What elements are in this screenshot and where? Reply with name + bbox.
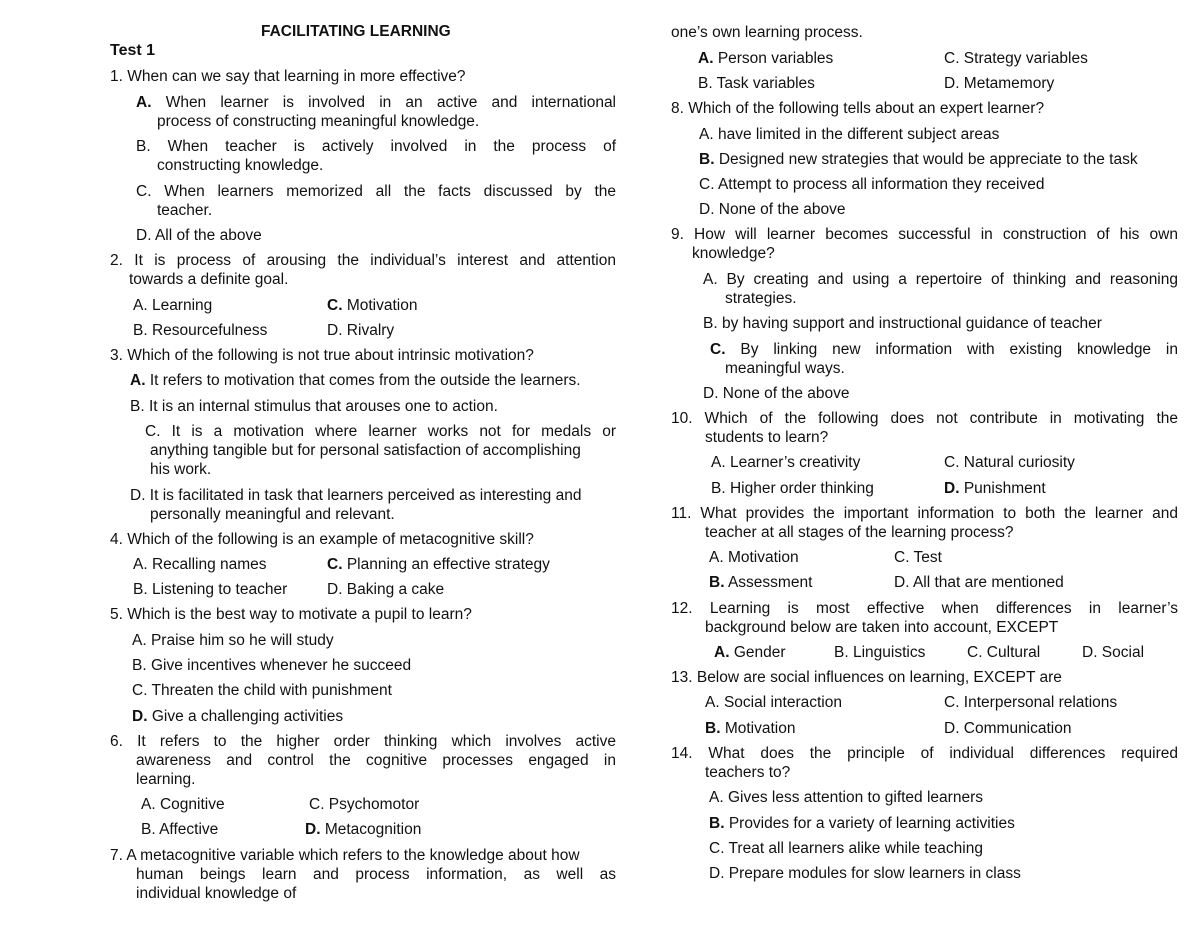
question-3-option-a: A. It refers to motivation that comes from the outside the learners.	[130, 372, 581, 389]
question-12-option-d: D. Social	[1082, 644, 1145, 661]
question-1-option-a-cont: process of constructing meaningful knowledge.	[157, 113, 480, 130]
question-6-stem: 6. It refers to the higher order thinking which involves active	[110, 733, 616, 750]
question-5-option-a: A. Praise him so he will study	[132, 632, 334, 649]
question-9-stem: 9. How will learner becomes successful in construction of his own	[671, 226, 1178, 243]
question-13-option-a: A. Social interaction	[705, 694, 842, 711]
question-10-option-b: B. Higher order thinking	[711, 480, 874, 497]
question-6-stem-cont: awareness and control the cognitive processes engaged in	[136, 752, 616, 769]
question-3-option-d: D. It is facilitated in task that learners perceived as interesting and	[130, 487, 582, 504]
question-11-option-c: C. Test	[894, 549, 942, 566]
question-9-stem-cont: knowledge?	[692, 245, 775, 262]
question-2-option-b: B. Resourcefulness	[133, 322, 268, 339]
question-14-option-b: B. Provides for a variety of learning activities	[709, 815, 1015, 832]
question-3-option-d-cont: personally meaningful and relevant.	[150, 506, 395, 523]
question-7-option-b: B. Task variables	[698, 75, 815, 92]
question-10-option-a: A. Learner’s creativity	[711, 454, 861, 471]
question-2-stem-cont: towards a definite goal.	[129, 271, 289, 288]
question-10-stem: 10. Which of the following does not contribute in motivating the	[671, 410, 1178, 427]
question-8-option-d: D. None of the above	[699, 201, 846, 218]
question-1-option-b: B. When teacher is actively involved in the process of	[136, 138, 617, 155]
question-14-stem: 14. What does the principle of individual differences required	[671, 745, 1178, 762]
question-11-option-d: D. All that are mentioned	[894, 574, 1064, 591]
question-8-stem: 8. Which of the following tells about an expert learner?	[671, 100, 1045, 117]
question-3-option-c: C. It is a motivation where learner works not for medals or	[145, 423, 616, 440]
question-7-stem-cont3: one’s own learning process.	[671, 24, 863, 41]
question-10-stem-cont: students to learn?	[705, 429, 829, 446]
question-9-option-d: D. None of the above	[703, 385, 850, 402]
question-13-option-d: D. Communication	[944, 720, 1072, 737]
question-9-option-c-cont: meaningful ways.	[725, 360, 845, 377]
question-12-option-a: A. Gender	[714, 644, 786, 661]
question-8-option-b: B. Designed new strategies that would be appreciate to the task	[699, 151, 1138, 168]
question-5-option-c: C. Threaten the child with punishment	[132, 682, 392, 699]
question-4-option-d: D. Baking a cake	[327, 581, 445, 598]
question-12-stem-cont: background below are taken into account, EXCEPT	[705, 619, 1059, 636]
question-12-stem: 12. Learning is most effective when differences in learner’s	[671, 600, 1178, 617]
question-2-stem: 2. It is process of arousing the individual’s interest and attention	[110, 252, 616, 269]
question-6-option-b: B. Affective	[141, 821, 219, 838]
question-3-option-c-cont2: his work.	[150, 461, 212, 478]
question-10-option-d: D. Punishment	[944, 480, 1046, 497]
question-11-stem: 11. What provides the important information to both the learner and	[671, 505, 1178, 522]
question-6-option-d: D. Metacognition	[305, 821, 422, 838]
question-6-option-a: A. Cognitive	[141, 796, 225, 813]
question-13-option-c: C. Interpersonal relations	[944, 694, 1118, 711]
question-8-option-c: C. Attempt to process all information they received	[699, 176, 1045, 193]
document-title: FACILITATING LEARNING	[261, 23, 451, 40]
question-7-stem-cont: human beings learn and process information, as well as	[136, 866, 616, 883]
question-7-option-c: C. Strategy variables	[944, 50, 1088, 67]
question-9-option-b: B. by having support and instructional guidance of teacher	[703, 315, 1102, 332]
question-4-stem: 4. Which of the following is an example of metacognitive skill?	[110, 531, 534, 548]
question-9-option-a: A. By creating and using a repertoire of thinking and reasoning	[703, 271, 1178, 288]
question-14-option-a: A. Gives less attention to gifted learners	[709, 789, 983, 806]
question-13-option-b: B. Motivation	[705, 720, 796, 737]
question-6-stem-cont2: learning.	[136, 771, 196, 788]
question-7-option-d: D. Metamemory	[944, 75, 1055, 92]
question-11-stem-cont: teacher at all stages of the learning process?	[705, 524, 1014, 541]
question-1-option-c-cont: teacher.	[157, 202, 213, 219]
question-7-stem: 7. A metacognitive variable which refers to the knowledge about how	[110, 847, 580, 864]
question-13-stem: 13. Below are social influences on learning, EXCEPT are	[671, 669, 1062, 686]
question-14-option-d: D. Prepare modules for slow learners in class	[709, 865, 1021, 882]
question-1-option-d: D. All of the above	[136, 227, 262, 244]
question-1-option-a: A. When learner is involved in an active and international	[136, 94, 617, 111]
question-1-option-b-cont: constructing knowledge.	[157, 157, 324, 174]
question-1-stem: 1. When can we say that learning in more effective?	[110, 68, 466, 85]
question-7-option-a: A. Person variables	[698, 50, 834, 67]
question-4-option-b: B. Listening to teacher	[133, 581, 288, 598]
question-3-option-b: B. It is an internal stimulus that arouses one to action.	[130, 398, 498, 415]
question-2-option-a: A. Learning	[133, 297, 213, 314]
question-1-option-c: C. When learners memorized all the facts discussed by the	[136, 183, 616, 200]
test-label: Test 1	[110, 42, 156, 59]
question-3-stem: 3. Which of the following is not true about intrinsic motivation?	[110, 347, 534, 364]
question-6-option-c: C. Psychomotor	[309, 796, 420, 813]
question-9-option-a-cont: strategies.	[725, 290, 797, 307]
question-2-option-d: D. Rivalry	[327, 322, 395, 339]
question-4-option-c: C. Planning an effective strategy	[327, 556, 550, 573]
question-14-stem-cont: teachers to?	[705, 764, 791, 781]
question-11-option-b: B. Assessment	[709, 574, 813, 591]
question-2-option-c: C. Motivation	[327, 297, 418, 314]
question-3-option-c-cont: anything tangible but for personal satisfaction of accomplishing	[150, 442, 581, 459]
question-7-stem-cont2: individual knowledge of	[136, 885, 297, 902]
question-5-stem: 5. Which is the best way to motivate a pupil to learn?	[110, 606, 472, 623]
question-12-option-c: C. Cultural	[967, 644, 1041, 661]
question-5-option-d: D. Give a challenging activities	[132, 708, 344, 725]
question-4-option-a: A. Recalling names	[133, 556, 267, 573]
question-5-option-b: B. Give incentives whenever he succeed	[132, 657, 412, 674]
question-11-option-a: A. Motivation	[709, 549, 799, 566]
question-12-option-b: B. Linguistics	[834, 644, 926, 661]
question-14-option-c: C. Treat all learners alike while teaching	[709, 840, 983, 857]
question-9-option-c: C. By linking new information with existing knowledge in	[710, 341, 1179, 358]
question-8-option-a: A. have limited in the different subject areas	[699, 126, 1000, 143]
question-10-option-c: C. Natural curiosity	[944, 454, 1075, 471]
